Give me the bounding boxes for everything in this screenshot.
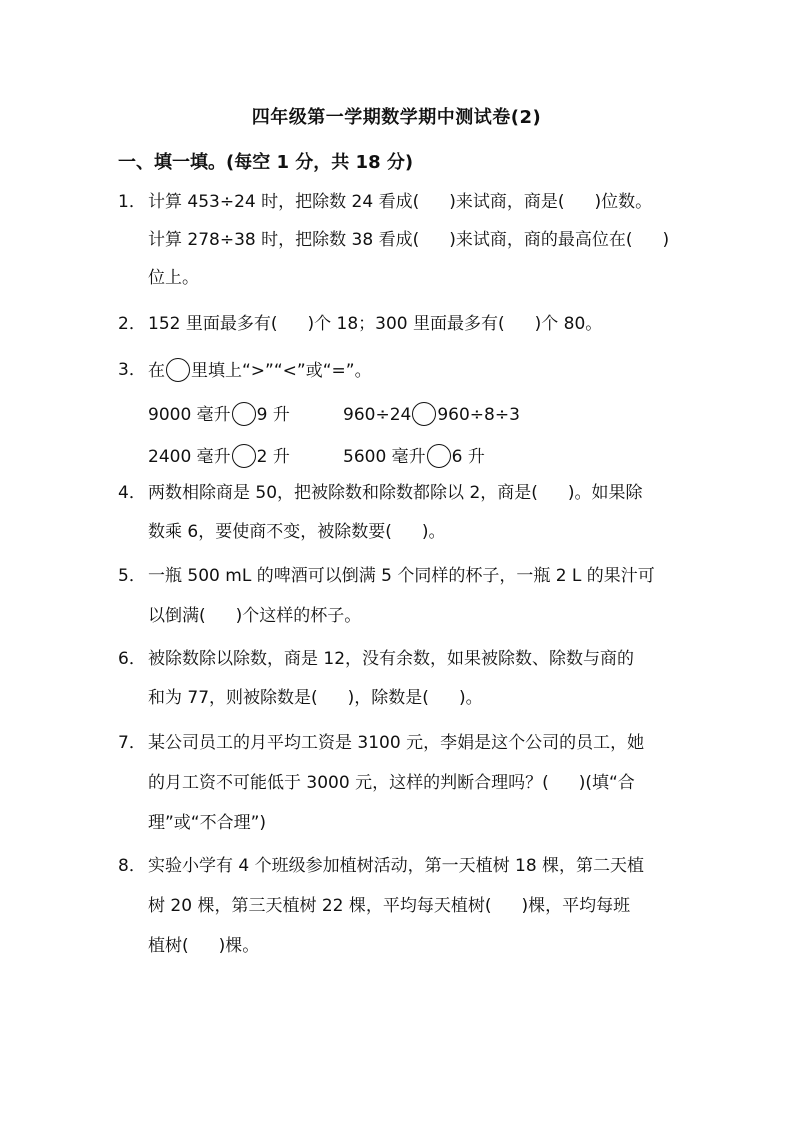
question-number: 5． [118, 566, 146, 586]
comparison-circle[interactable] [232, 444, 256, 468]
comparison-item: 5600 毫升 6 升 [343, 444, 485, 469]
comparison-circle[interactable] [232, 402, 256, 426]
comparison-item: 9000 毫升 9 升 [148, 402, 290, 427]
comparison-circle[interactable] [412, 402, 436, 426]
question-number: 2． [118, 314, 146, 334]
comparison-item: 960÷24 960÷8÷3 [343, 402, 520, 427]
section-heading: 一、填一填。(每空 1 分，共 18 分) [118, 152, 414, 173]
question-number: 6． [118, 649, 146, 669]
question-number: 4． [118, 483, 146, 503]
circle-symbol-icon [166, 358, 190, 382]
comparison-item: 2400 毫升 2 升 [148, 444, 290, 469]
question-number: 3． [118, 360, 146, 380]
question-text: 计算 453÷24 时，把除数 24 看成( )来试商，商是( )位数。 [148, 192, 653, 212]
question-number: 1． [118, 192, 146, 212]
exam-page: 四年级第一学期数学期中测试卷(2) 一、填一填。(每空 1 分，共 18 分) 1． 计算 453÷24 时，把除数 24 看成( )来试商，商是( )位数。 计算 278÷38 时，把除数 38 看成( )来试商，商的最高位在( ) 位上。 2． 152 里面最多有( )个 18；300 里面最多有( )个 80。 3． 在 里填上“>”“<”或“=”。 9000 毫升 9 升 960÷24 960÷8÷3 2400 毫升 2 升 5600 毫升 6 升 4． 两数相除商是 50，把被除数和除数都除以 2，商是( )。如果除 数乘 6，要使商不变，被除数要( )。 5． 一瓶 500 mL 的啤酒可以倒满 5 个同样的杯子，一瓶 2 L 的果汁可 以倒满( )个这样的杯子。 6． 被除数除以除数，商是 12，没有余数，如果被除数、除数与商的 和为 77，则被除数是( )，除数是( )。 7． 某公司员工的月平均工资是 3100 元，李娟是这个公司的员工，她 的月工资不可能低于 3000 元，这样的判断合理吗？( )(填“合 理”或“不合理”) 8． 实验小学有 4 个班级参加植树活动，第一天植树 18 棵，第二天植 树 20 棵，第三天植树 22 棵，平均每天植树( )棵，平均每班 植树( )棵。 [0, 0, 793, 1122]
question-number: 8． [118, 856, 146, 876]
question-number: 7． [118, 733, 146, 753]
comparison-circle[interactable] [427, 444, 451, 468]
exam-title: 四年级第一学期数学期中测试卷(2) [251, 107, 542, 128]
